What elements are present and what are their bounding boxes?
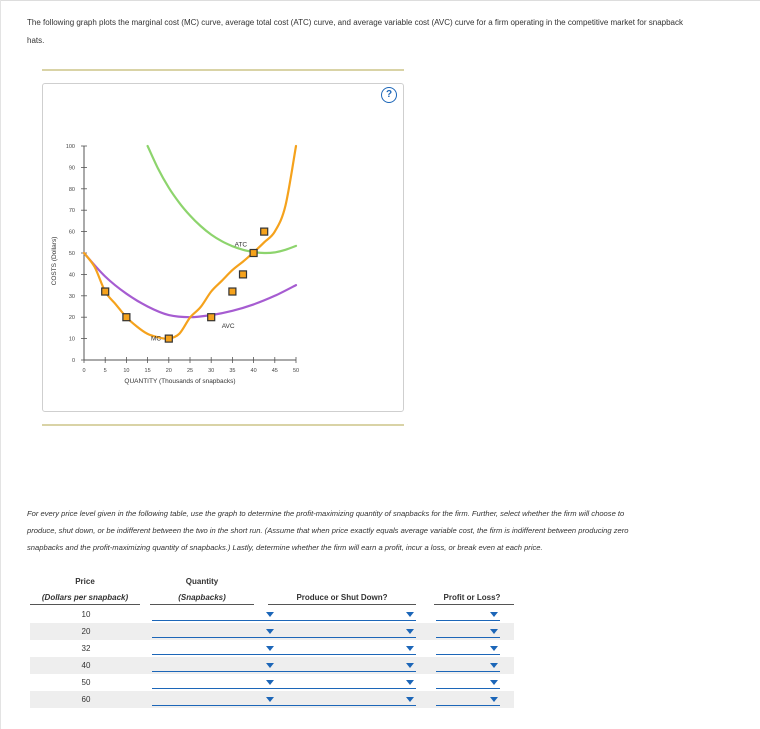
header-quantity-unit: (Snapbacks) [178, 593, 226, 602]
x-tick-label: 35 [229, 368, 236, 374]
y-tick-label: 70 [68, 208, 75, 215]
produce-dropdown[interactable] [270, 626, 416, 638]
header-price: Price [75, 577, 95, 586]
mc-curve [84, 146, 296, 339]
dropdown-caret-icon [490, 646, 498, 651]
dropdown-caret-icon [406, 663, 414, 668]
intro-text: The following graph plots the marginal cost (MC) curve, average total cost (ATC) curve, and average variable cost (AVC) curve for a firm operating in the competitive market for snapback hats. [27, 18, 683, 45]
x-tick-label: 40 [250, 368, 257, 374]
header-profit: Profit or Loss? [443, 593, 501, 602]
x-tick-label: 0 [82, 368, 86, 374]
x-axis-label: QUANTITY (Thousands of snapbacks) [124, 378, 236, 385]
y-tick-label: 0 [71, 358, 75, 364]
mc-point [123, 314, 130, 321]
mc-point [208, 314, 215, 321]
chart-curves [84, 146, 296, 339]
price-cell: 60 [81, 695, 91, 704]
atc-curve [148, 146, 296, 253]
mc-point [261, 228, 268, 235]
top-border [0, 0, 760, 1]
quantity-dropdown[interactable] [152, 694, 276, 706]
avc-label: AVC [221, 322, 235, 330]
y-tick-label: 40 [68, 272, 75, 279]
profit-dropdown[interactable] [436, 609, 500, 621]
header-rule-quantity [150, 604, 254, 605]
atc-label: ATC [234, 241, 248, 249]
header-produce: Produce or Shut Down? [296, 593, 388, 602]
x-tick-label: 20 [165, 368, 172, 374]
quantity-dropdown[interactable] [152, 643, 276, 655]
x-tick-label: 30 [208, 368, 215, 374]
instructions-text: For every price level given in the following table, use the graph to determine the profit-maximizing quantity of snapbacks for the firm. Further, select whether the firm will choose to produce, shut down, or be indifferent between the two in the short run. (Assume that when price exactly equals average variable cost, the firm is indifferent between producing zero snapbacks and the profit-maximizing quantity of snapbacks.) Lastly, determine whether the firm will earn a profit, incur a loss, or break even at each price. [27, 509, 629, 552]
profit-dropdown[interactable] [436, 694, 500, 706]
table-row [30, 623, 514, 640]
dropdown-caret-icon [490, 612, 498, 617]
y-tick-label: 90 [68, 165, 75, 172]
produce-dropdown[interactable] [270, 643, 416, 655]
chart-axes [51, 144, 299, 385]
table-row [30, 606, 514, 623]
mc-point [165, 335, 172, 342]
x-tick-label: 25 [186, 368, 194, 374]
dropdown-caret-icon [406, 697, 414, 702]
y-tick-label: 10 [68, 336, 75, 343]
header-rule-profit [434, 604, 514, 605]
header-price-unit: (Dollars per snapback) [41, 593, 129, 602]
y-tick-label: 50 [68, 251, 75, 257]
header-quantity: Quantity [185, 577, 219, 586]
profit-dropdown[interactable] [436, 626, 500, 638]
quantity-dropdown[interactable] [152, 677, 276, 689]
help-icon[interactable]: ? [381, 87, 397, 103]
produce-dropdown[interactable] [270, 609, 416, 621]
x-tick-label: 45 [271, 368, 278, 374]
produce-dropdown[interactable] [270, 677, 416, 689]
separator-bottom [42, 424, 404, 426]
y-tick-label: 30 [68, 293, 75, 300]
mc-point [229, 288, 236, 295]
profit-dropdown[interactable] [436, 643, 500, 655]
x-tick-label: 50 [292, 368, 300, 374]
profit-dropdown[interactable] [436, 677, 500, 689]
price-cell: 40 [81, 661, 91, 670]
header-rule-produce [268, 604, 416, 605]
price-cell: 10 [81, 610, 91, 619]
y-tick-label: 60 [68, 229, 75, 236]
mc-point [102, 288, 109, 295]
produce-dropdown[interactable] [270, 660, 416, 672]
left-border [0, 0, 1, 729]
mc-point [250, 250, 257, 257]
price-cell: 50 [81, 678, 91, 687]
dropdown-caret-icon [406, 612, 414, 617]
mc-label: MC [151, 335, 162, 343]
y-tick-label: 100 [65, 144, 75, 150]
dropdown-caret-icon [406, 629, 414, 634]
produce-dropdown[interactable] [270, 694, 416, 706]
x-tick-label: 5 [103, 368, 107, 374]
quantity-dropdown[interactable] [152, 609, 276, 621]
avc-curve [84, 253, 296, 317]
dropdown-caret-icon [490, 680, 498, 685]
y-tick-label: 80 [68, 186, 75, 193]
price-cell: 20 [81, 627, 91, 636]
mc-point [240, 271, 247, 278]
table-row [30, 657, 514, 674]
header-rule-price [30, 604, 140, 605]
x-tick-label: 10 [123, 368, 130, 374]
y-tick-label: 20 [68, 315, 75, 322]
dropdown-caret-icon [406, 680, 414, 685]
table-row [30, 691, 514, 708]
separator-top [42, 69, 404, 71]
price-cell: 32 [81, 644, 91, 653]
cost-curves-chart [42, 100, 402, 400]
dropdown-caret-icon [490, 697, 498, 702]
table-row [30, 640, 514, 657]
table-row [30, 674, 514, 691]
quantity-dropdown[interactable] [152, 660, 276, 672]
dropdown-caret-icon [490, 629, 498, 634]
quantity-dropdown[interactable] [152, 626, 276, 638]
dropdown-caret-icon [490, 663, 498, 668]
x-tick-label: 15 [144, 368, 151, 374]
profit-dropdown[interactable] [436, 660, 500, 672]
dropdown-caret-icon [406, 646, 414, 651]
y-axis-label: COSTS (Dollars) [51, 236, 58, 286]
